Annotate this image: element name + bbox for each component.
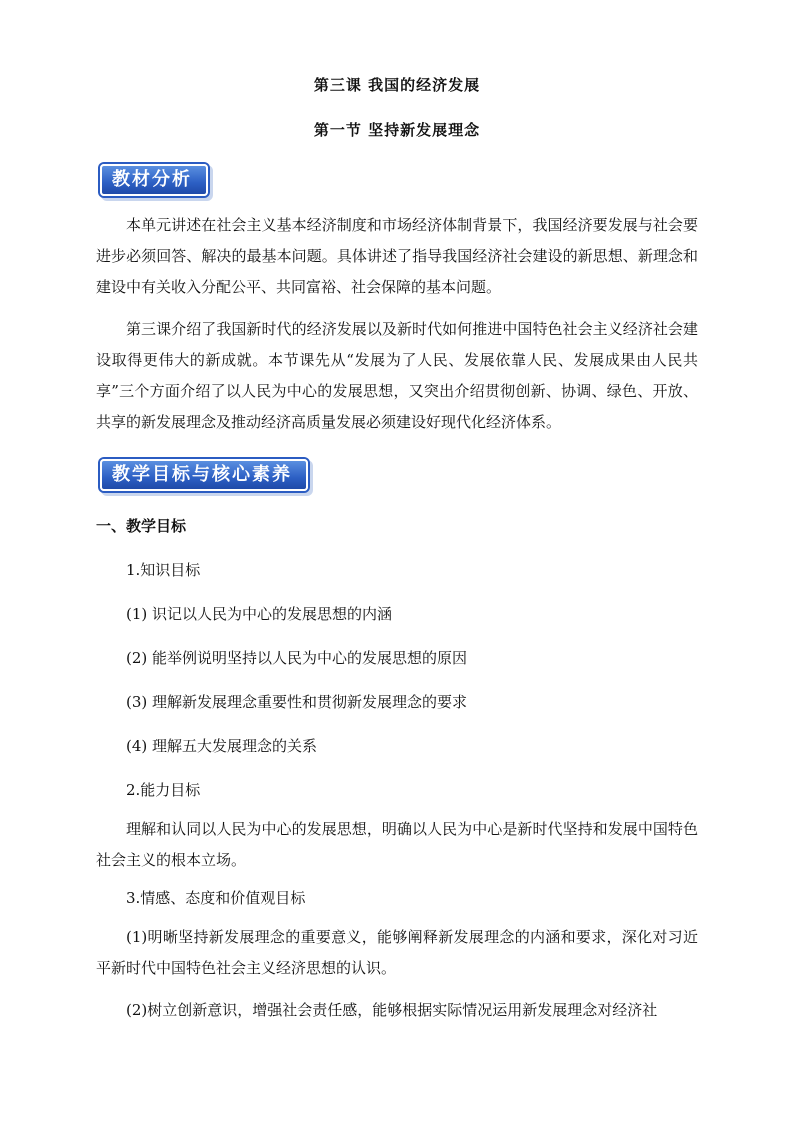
- ability-title: 2.能力目标: [126, 781, 201, 799]
- knowledge-title: 1.知识目标: [126, 561, 201, 579]
- knowledge-item-1: (1) 识记以人民为中心的发展思想的内涵: [126, 605, 393, 623]
- lesson-title: 第三课 我国的经济发展: [313, 76, 481, 94]
- objectives-tag: 教学目标与核心素养: [100, 459, 308, 491]
- objectives-tag-wrapper: [100, 459, 698, 491]
- knowledge-item-2: (2) 能举例说明坚持以人民为中心的发展思想的原因: [126, 649, 468, 667]
- emotion-item-2: (2)树立创新意识，增强社会责任感，能够根据实际情况运用新发展理念对经济社: [126, 1001, 658, 1019]
- emotion-title: 3.情感、态度和价值观目标: [126, 889, 306, 907]
- analysis-paragraph-1: 本单元讲述在社会主义基本经济制度和市场经济体制背景下，我国经济要发展与社会要进步必须回答、解决的最基本问题。具体讲述了指导我国经济社会建设的新思想、新理念和建设中有关收入分配公平、共同富裕、社会保障的基本问题。: [96, 216, 698, 296]
- ability-text: 理解和认同以人民为中心的发展思想，明确以人民为中心是新时代坚持和发展中国特色社会主义的根本立场。: [96, 820, 698, 869]
- objectives-heading: 一、教学目标: [96, 517, 187, 535]
- analysis-tag: 教材分析: [100, 164, 208, 196]
- analysis-paragraph-2: 第三课介绍了我国新时代的经济发展以及新时代如何推进中国特色社会主义经济社会建设取得更伟大的新成就。本节课先从“发展为了人民、发展依靠人民、发展成果由人民共享”三个方面介绍了以人民为中心的发展思想，又突出介绍贯彻创新、协调、绿色、开放、共享的新发展理念及推动经济高质量发展必须建设好现代化经济体系。: [96, 320, 698, 431]
- emotion-item-1: (1)明晰坚持新发展理念的重要意义，能够阐释新发展理念的内涵和要求，深化对习近平新时代中国特色社会主义经济思想的认识。: [96, 928, 698, 977]
- ability-section: [96, 814, 698, 876]
- analysis-section: [96, 210, 698, 438]
- objectives-list: [96, 536, 698, 800]
- knowledge-item-4: (4) 理解五大发展理念的关系: [126, 737, 318, 755]
- knowledge-item-3: (3) 理解新发展理念重要性和贯彻新发展理念的要求: [126, 693, 468, 711]
- emotion-section: [96, 876, 698, 1026]
- section-title: 第一节 坚持新发展理念: [313, 121, 481, 139]
- analysis-tag-wrapper: [100, 164, 698, 196]
